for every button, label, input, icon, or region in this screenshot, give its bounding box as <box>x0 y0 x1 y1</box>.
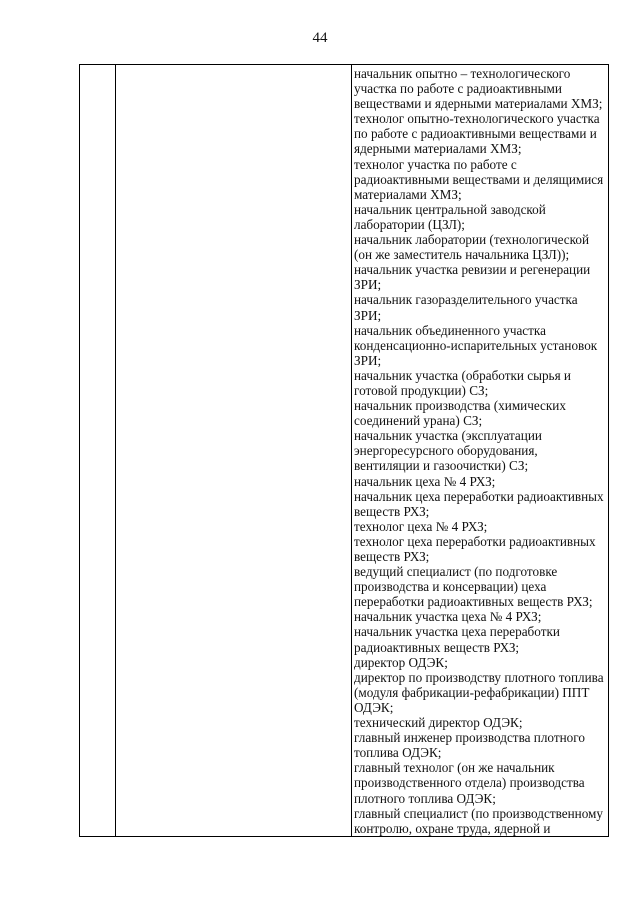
position-entry: главный специалист (по производственному контролю, охране труда, ядерной и <box>354 805 603 836</box>
position-entry: начальник участка (эксплуатации энергоресурсного оборудования, вентиляции и газоочистки) СЗ; <box>354 428 542 474</box>
position-entry: начальник производства (химических соединений урана) СЗ; <box>354 398 566 429</box>
position-entry: технолог опытно-технологического участка по работе с радиоактивными веществами и ядерными материалами ХМЗ; <box>354 111 600 157</box>
position-entry: технолог цеха переработки радиоактивных веществ РХЗ; <box>354 533 596 564</box>
position-entry: начальник участка цеха переработки радиоактивных веществ РХЗ; <box>354 624 560 655</box>
position-entry: начальник цеха переработки радиоактивных веществ РХЗ; <box>354 488 604 519</box>
position-entry: технический директор ОДЭК; <box>354 715 523 731</box>
table-cell-number <box>80 65 116 837</box>
position-entry: начальник цеха № 4 РХЗ; <box>354 473 496 489</box>
position-entry: начальник участка ревизии и регенерации ЗРИ; <box>354 262 591 293</box>
position-entry: начальник лаборатории (технологической (он же заместитель начальника ЦЗЛ)); <box>354 232 590 263</box>
position-entry: директор ОДЭК; <box>354 654 448 670</box>
table-cell-positions <box>352 65 609 837</box>
position-entry: технолог участка по работе с радиоактивными веществами и делящимися материалами ХМЗ; <box>354 156 604 202</box>
position-entry: начальник участка (обработки сырья и готовой продукции) СЗ; <box>354 367 571 398</box>
position-entry: технолог цеха № 4 РХЗ; <box>354 518 488 534</box>
position-entry: начальник газоразделительного участка ЗРИ; <box>354 292 578 323</box>
position-entry: директор по производству плотного топлива (модуля фабрикации-рефабрикации) ППТ ОДЭК; <box>354 669 604 715</box>
position-entry: начальник объединенного участка конденсационно-испарительных установок ЗРИ; <box>354 322 598 368</box>
positions-list <box>352 65 608 836</box>
table-row <box>80 65 609 837</box>
position-entry: начальник участка цеха № 4 РХЗ; <box>354 609 542 625</box>
position-entry: главный инженер производства плотного топлива ОДЭК; <box>354 730 585 761</box>
page-number: 44 <box>312 30 328 46</box>
position-entry: главный технолог (он же начальник производственного отдела) производства плотного топлива ОДЭК; <box>354 760 585 806</box>
position-entry: ведущий специалист (по подготовке производства и консервации) цеха переработки радиоактивных веществ РХЗ; <box>354 564 593 610</box>
positions-table <box>79 64 609 837</box>
position-entry: начальник опытно – технологического участка по работе с радиоактивными веществами и ядерными материалами ХМЗ; <box>354 66 603 112</box>
position-entry: начальник центральной заводской лаборатории (ЦЗЛ); <box>354 201 546 232</box>
table-cell-category <box>116 65 352 837</box>
